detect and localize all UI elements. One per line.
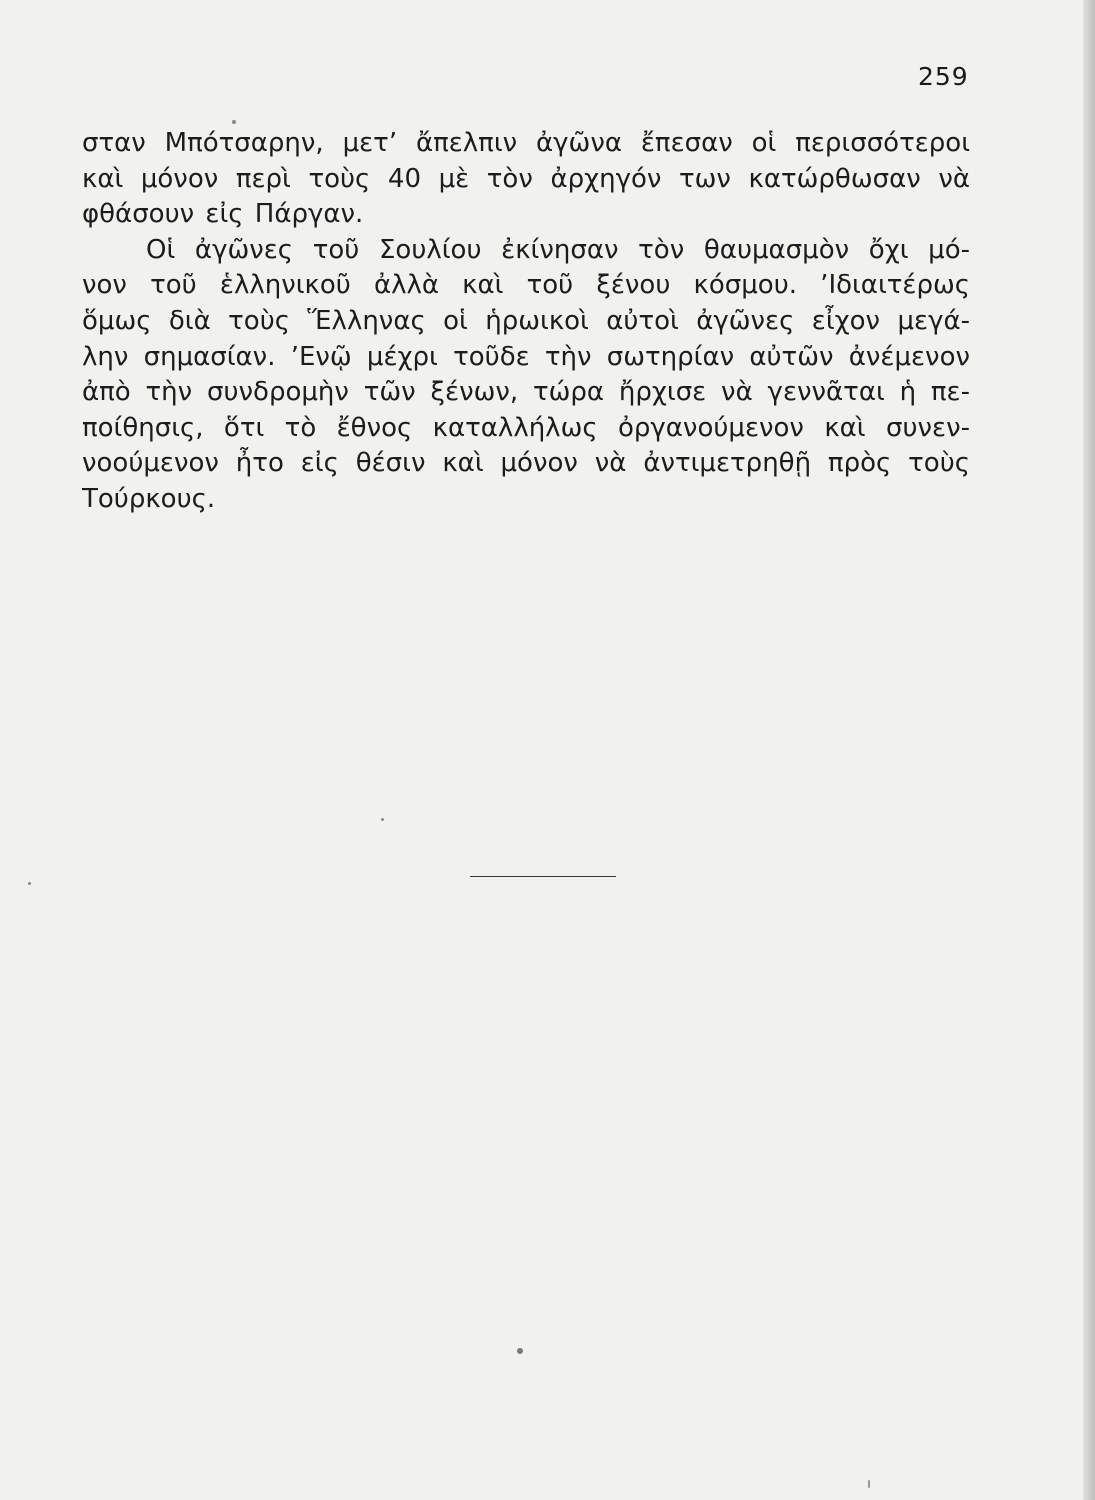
- text-line: Τούρκους.: [82, 483, 216, 514]
- text-line: νοούμενον ἦτο εἰς θέσιν καὶ μόνον νὰ ἀντιμετρηθῇ πρὸς τοὺς: [82, 448, 970, 479]
- paper-speck: [232, 120, 236, 124]
- paper-speck: [381, 818, 384, 821]
- page-number: 259: [918, 62, 969, 91]
- text-line: ὅμως διὰ τοὺς Ἕλληνας οἱ ἡρωικοὶ αὐτοὶ ἀγῶνες εἶχον μεγά-: [82, 305, 970, 336]
- section-divider: [470, 876, 616, 877]
- body-text: [82, 126, 970, 518]
- paper-speck: [28, 882, 31, 885]
- text-line: φθάσουν εἰς Πάργαν.: [82, 199, 364, 230]
- page-edge-shadow: [1083, 0, 1095, 1500]
- text-line: λην σημασίαν. ’Ενῷ μέχρι τοῦδε τὴν σωτηρίαν αὐτῶν ἀνέμενον: [82, 341, 970, 372]
- text-line: καὶ μόνον περὶ τοὺς 40 μὲ τὸν ἀρχηγόν των κατώρθωσαν νὰ: [82, 163, 970, 194]
- text-line: Οἱ ἀγῶνες τοῦ Σουλίου ἐκίνησαν τὸν θαυμασμὸν ὄχι μό-: [146, 234, 970, 265]
- paper-speck: [517, 1348, 523, 1354]
- text-line: σταν Μπότσαρην, μετ’ ἄπελπιν ἀγῶνα ἔπεσαν οἱ περισσότεροι: [82, 128, 970, 158]
- text-line: νον τοῦ ἑλληνικοῦ ἀλλὰ καὶ τοῦ ξένου κόσμου. ’Ιδιαιτέρως: [82, 270, 970, 301]
- text-line: ποίθησις, ὅτι τὸ ἔθνος καταλλήλως ὀργανούμενον καὶ συνεν-: [82, 412, 970, 443]
- paper-speck: [868, 1480, 870, 1488]
- text-line: ἀπὸ τὴν συνδρομὴν τῶν ξένων, τώρα ἤρχισε νὰ γεννᾶται ἡ πε-: [82, 377, 970, 408]
